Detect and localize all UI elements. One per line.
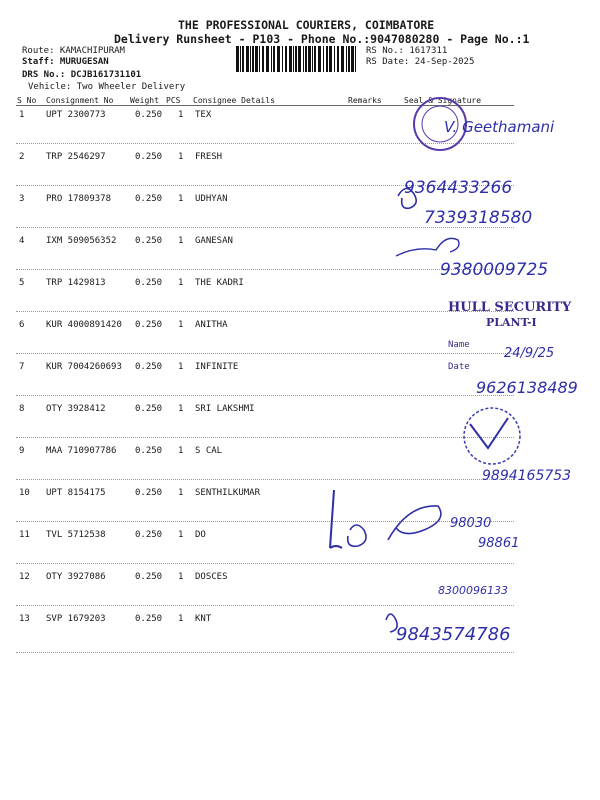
cell-consignment: TVL 5712538: [46, 530, 106, 540]
handwritten-phone-row4: 9380009725: [440, 260, 549, 280]
cell-weight: 0.250: [135, 530, 163, 540]
cell-weight: 0.250: [135, 614, 163, 624]
rs-date: RS Date: 24-Sep-2025: [366, 57, 475, 67]
cell-sno: 12: [19, 572, 30, 582]
cell-pcs: 1: [178, 446, 184, 456]
cell-weight: 0.250: [135, 446, 163, 456]
cell-pcs: 1: [178, 320, 184, 330]
cell-consignee: UDHYAN: [195, 194, 228, 204]
col-consignee: Consignee Details: [193, 96, 275, 105]
cell-consignee: TEX: [195, 110, 212, 120]
signature-scribble-row10: [330, 490, 342, 548]
col-weight: Weight: [130, 96, 159, 105]
col-pcs: PCS: [166, 96, 181, 105]
cell-pcs: 1: [178, 194, 184, 204]
handwritten-phone-row10: 9894165753: [482, 468, 572, 484]
cell-pcs: 1: [178, 572, 184, 582]
cell-consignee: THE KADRI: [195, 278, 244, 288]
cell-sno: 6: [19, 320, 25, 330]
cell-weight: 0.250: [135, 320, 163, 330]
handwritten-phone-row3: 7339318580: [424, 208, 533, 228]
cell-consignment: UPT 2300773: [46, 110, 106, 120]
cell-consignment: MAA 710907786: [46, 446, 117, 456]
handwritten-phone-row13: 9843574786: [396, 624, 511, 645]
col-consignment: Consignment No: [46, 96, 114, 105]
cell-pcs: 1: [178, 278, 184, 288]
handwritten-signature-1: V. Geethamani: [444, 118, 555, 136]
stamp-date-label: Date: [448, 362, 470, 372]
handwritten-phone-row12: 8300096133: [438, 584, 508, 597]
cell-consignee: SENTHILKUMAR: [195, 488, 261, 498]
cell-weight: 0.250: [135, 194, 163, 204]
cell-pcs: 1: [178, 530, 184, 540]
cell-weight: 0.250: [135, 362, 163, 372]
cell-consignment: PRO 17809378: [46, 194, 112, 204]
cell-consignment: OTY 3928412: [46, 404, 106, 414]
cell-sno: 5: [19, 278, 25, 288]
route-label: Route: KAMACHIPURAM: [22, 46, 125, 56]
cell-consignee: FRESH: [195, 152, 223, 162]
staff-label: Staff: MURUGESAN: [22, 57, 109, 67]
security-stamp-line2: PLANT-I: [486, 316, 537, 329]
cell-weight: 0.250: [135, 404, 163, 414]
handwritten-phone-row2: 9364433266: [404, 178, 513, 198]
cell-sno: 3: [19, 194, 25, 204]
cell-pcs: 1: [178, 614, 184, 624]
cell-sno: 11: [19, 530, 30, 540]
signature-scribble-row11: [348, 506, 441, 546]
cell-consignee: ANITHA: [195, 320, 228, 330]
cell-consignee: GANESAN: [195, 236, 233, 246]
cell-pcs: 1: [178, 404, 184, 414]
col-remarks: Remarks: [348, 96, 382, 105]
cell-weight: 0.250: [135, 110, 163, 120]
col-sno: S No: [17, 96, 37, 105]
cell-weight: 0.250: [135, 278, 163, 288]
cell-pcs: 1: [178, 152, 184, 162]
page-title: THE PROFESSIONAL COURIERS, COIMBATORE: [178, 18, 435, 32]
cell-weight: 0.250: [135, 572, 163, 582]
cell-sno: 1: [19, 110, 25, 120]
vehicle-label: Vehicle: Two Wheeler Delivery: [28, 82, 186, 92]
cell-consignee: DOSCES: [195, 572, 228, 582]
cell-consignee: SRI LAKSHMI: [195, 404, 255, 414]
stamp-name-label: Name: [448, 340, 470, 350]
cell-consignee: DO: [195, 530, 206, 540]
cell-pcs: 1: [178, 236, 184, 246]
cell-sno: 10: [19, 488, 30, 498]
cell-consignee: INFINITE: [195, 362, 239, 372]
drs-label: DRS No.: DCJB161731101: [22, 70, 142, 80]
cell-consignment: TRP 1429813: [46, 278, 106, 288]
cell-weight: 0.250: [135, 236, 163, 246]
cell-sno: 13: [19, 614, 30, 624]
cell-sno: 4: [19, 236, 25, 246]
cell-pcs: 1: [178, 488, 184, 498]
cell-consignment: SVP 1679203: [46, 614, 106, 624]
security-stamp-line1: HULL SECURITY: [448, 300, 572, 315]
handwritten-phone-row11b: 98861: [478, 536, 520, 551]
cell-weight: 0.250: [135, 488, 163, 498]
cell-consignment: KUR 7004260693: [46, 362, 122, 372]
handwritten-phone-row8: 9626138489: [476, 378, 578, 397]
col-seal-signature: Seal & Signature: [404, 96, 482, 105]
handwritten-date-row7: 24/9/25: [504, 346, 555, 361]
handwritten-phone-row11a: 98030: [450, 516, 492, 531]
cell-consignment: KUR 4000891420: [46, 320, 122, 330]
rs-number: RS No.: 1617311: [366, 46, 448, 56]
cell-weight: 0.250: [135, 152, 163, 162]
cell-consignment: TRP 2546297: [46, 152, 106, 162]
page-subtitle: Delivery Runsheet - P103 - Phone No.:9047080280 - Page No.:1: [114, 32, 530, 46]
cell-sno: 9: [19, 446, 25, 456]
cell-sno: 7: [19, 362, 25, 372]
cell-consignment: IXM 509056352: [46, 236, 117, 246]
cell-consignment: UPT 8154175: [46, 488, 106, 498]
cell-sno: 2: [19, 152, 25, 162]
cell-pcs: 1: [178, 110, 184, 120]
signature-scribble-row4: [396, 238, 459, 256]
cell-consignment: OTY 3927086: [46, 572, 106, 582]
cell-consignee: S CAL: [195, 446, 223, 456]
cell-sno: 8: [19, 404, 25, 414]
seal-stamp-row9: [464, 408, 520, 464]
cell-consignee: KNT: [195, 614, 212, 624]
cell-pcs: 1: [178, 362, 184, 372]
